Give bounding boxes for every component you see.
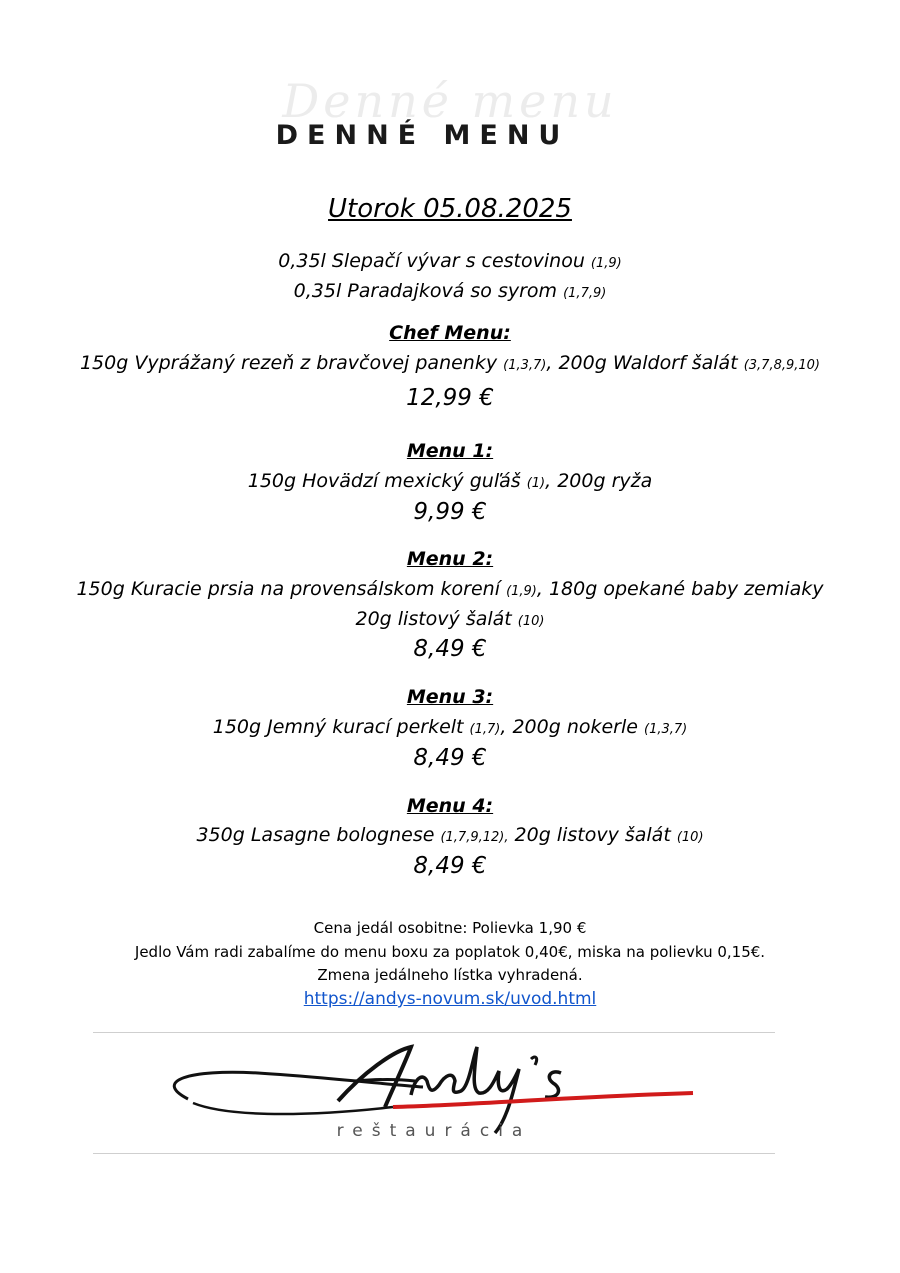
- menu-1-item-2: , 200g ryža: [545, 470, 653, 492]
- menu-3-item-2: , 200g nokerle: [500, 716, 638, 738]
- menu-3-price: 8,49 €: [413, 745, 487, 771]
- menu-3-items: [0, 716, 900, 738]
- chef-menu-items: [0, 352, 900, 374]
- menu-2-item-1: 150g Kuracie prsia na provensálskom korení: [76, 578, 501, 600]
- footer-link-row: [0, 989, 900, 1009]
- chef-menu-item-1-allergens: (1,3,7): [503, 358, 547, 373]
- menu-4-items: [0, 824, 900, 846]
- menu-2-item-3: 20g listový šalát: [355, 608, 512, 630]
- menu-3-heading: Menu 3:: [406, 686, 494, 708]
- menu-2-price: 8,49 €: [413, 636, 487, 662]
- menu-2-item-3-allergens: (10): [517, 614, 545, 629]
- chef-menu-heading: Chef Menu:: [389, 322, 511, 344]
- menu-2-item-1-allergens: (1,9): [506, 584, 537, 599]
- menu-4-item-2-allergens: (10): [676, 830, 704, 845]
- menu-3-item-1-allergens: (1,7): [469, 722, 501, 737]
- header-title: DENNÉ MENU: [275, 120, 570, 151]
- website-link[interactable]: https://andys-novum.sk/uvod.html: [303, 989, 597, 1009]
- footer-packaging-note: Jedlo Vám radi zabalíme do menu boxu za poplatok 0,40€, miska na polievku 0,15€.: [134, 943, 766, 961]
- chef-menu-price: 12,99 €: [406, 385, 494, 411]
- soup-2: [0, 280, 900, 302]
- chef-menu-item-2-allergens: (3,7,8,9,10): [743, 358, 821, 373]
- menu-date: Utorok 05.08.2025: [328, 194, 572, 224]
- header-script-title: Denné menu: [282, 74, 618, 128]
- soup-1-text: 0,35l Slepačí vývar s cestovinou: [278, 250, 585, 272]
- menu-2-items: [0, 578, 900, 600]
- chef-menu-item-1: 150g Vyprážaný rezeň z bravčovej panenky: [79, 352, 498, 374]
- menu-4-heading: Menu 4:: [406, 795, 494, 817]
- footer-soup-price: Cena jedál osobitne: Polievka 1,90 €: [313, 919, 587, 937]
- menu-2-heading: Menu 2:: [406, 548, 494, 570]
- restaurant-logo: [93, 1032, 775, 1154]
- header: [0, 70, 900, 160]
- menu-2-items-line-2: [0, 608, 900, 630]
- menu-1-price: 9,99 €: [413, 499, 487, 525]
- logo-subtitle: reštaurácia: [336, 1121, 532, 1141]
- menu-1-items: [0, 470, 900, 492]
- menu-4-item-1: 350g Lasagne bolognese: [196, 824, 435, 846]
- menu-4-item-1-allergens: (1,7,9,12),: [440, 830, 509, 845]
- menu-3-item-1: 150g Jemný kurací perkelt: [212, 716, 464, 738]
- menu-4-price: 8,49 €: [413, 853, 487, 879]
- soup-1-allergens: (1,9): [590, 256, 622, 271]
- soup-1: [0, 250, 900, 272]
- soup-2-allergens: (1,7,9): [563, 286, 607, 301]
- chef-menu-item-2: , 200g Waldorf šalát: [546, 352, 738, 374]
- menu-1-heading: Menu 1:: [406, 440, 494, 462]
- menu-4-item-2: 20g listovy šalát: [508, 824, 671, 846]
- menu-1-item-1: 150g Hovädzí mexický guľáš: [247, 470, 521, 492]
- menu-3-item-2-allergens: (1,3,7): [644, 722, 688, 737]
- menu-2-item-2: , 180g opekané baby zemiaky: [536, 578, 824, 600]
- menu-1-item-1-allergens: (1): [526, 476, 546, 491]
- footer-change-note: Zmena jedálneho lístka vyhradená.: [317, 966, 583, 984]
- soup-2-text: 0,35l Paradajková so syrom: [293, 280, 558, 302]
